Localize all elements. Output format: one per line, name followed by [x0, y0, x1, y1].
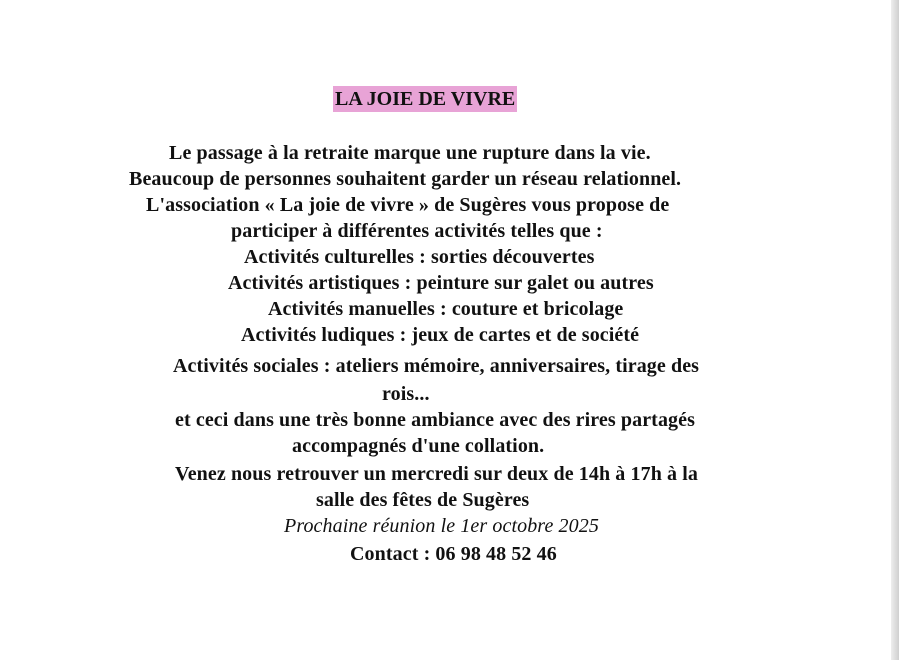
intro-line-2: Beaucoup de personnes souhaitent garder un réseau relationnel. [129, 168, 682, 190]
activity-manual: Activités manuelles : couture et bricolage [268, 298, 624, 320]
intro-line-1: Le passage à la retraite marque une rupture dans la vie. [169, 142, 651, 164]
association-line-2: participer à différentes activités telles que : [231, 220, 603, 242]
association-line-1: L'association « La joie de vivre » de Sugères vous propose de [146, 194, 670, 216]
activity-artistic: Activités artistiques : peinture sur galet ou autres [228, 272, 654, 294]
activity-social-line-2: rois... [382, 383, 430, 405]
ambiance-line-1: et ceci dans une très bonne ambiance avec des rires partagés [175, 409, 696, 431]
schedule-line-2: salle des fêtes de Sugères [316, 489, 530, 511]
ambiance-line-2: accompagnés d'une collation. [292, 435, 545, 457]
flyer-title: LA JOIE DE VIVRE [335, 88, 516, 110]
activity-cultural: Activités culturelles : sorties découvertes [244, 246, 595, 268]
page-edge-shadow [891, 0, 899, 660]
next-meeting: Prochaine réunion le 1er octobre 2025 [284, 515, 599, 537]
activity-social-line-1: Activités sociales : ateliers mémoire, anniversaires, tirage des [173, 355, 700, 377]
activity-games: Activités ludiques : jeux de cartes et de société [241, 324, 640, 346]
schedule-line-1: Venez nous retrouver un mercredi sur deux de 14h à 17h à la [175, 463, 698, 485]
contact-phone: Contact : 06 98 48 52 46 [350, 543, 557, 565]
